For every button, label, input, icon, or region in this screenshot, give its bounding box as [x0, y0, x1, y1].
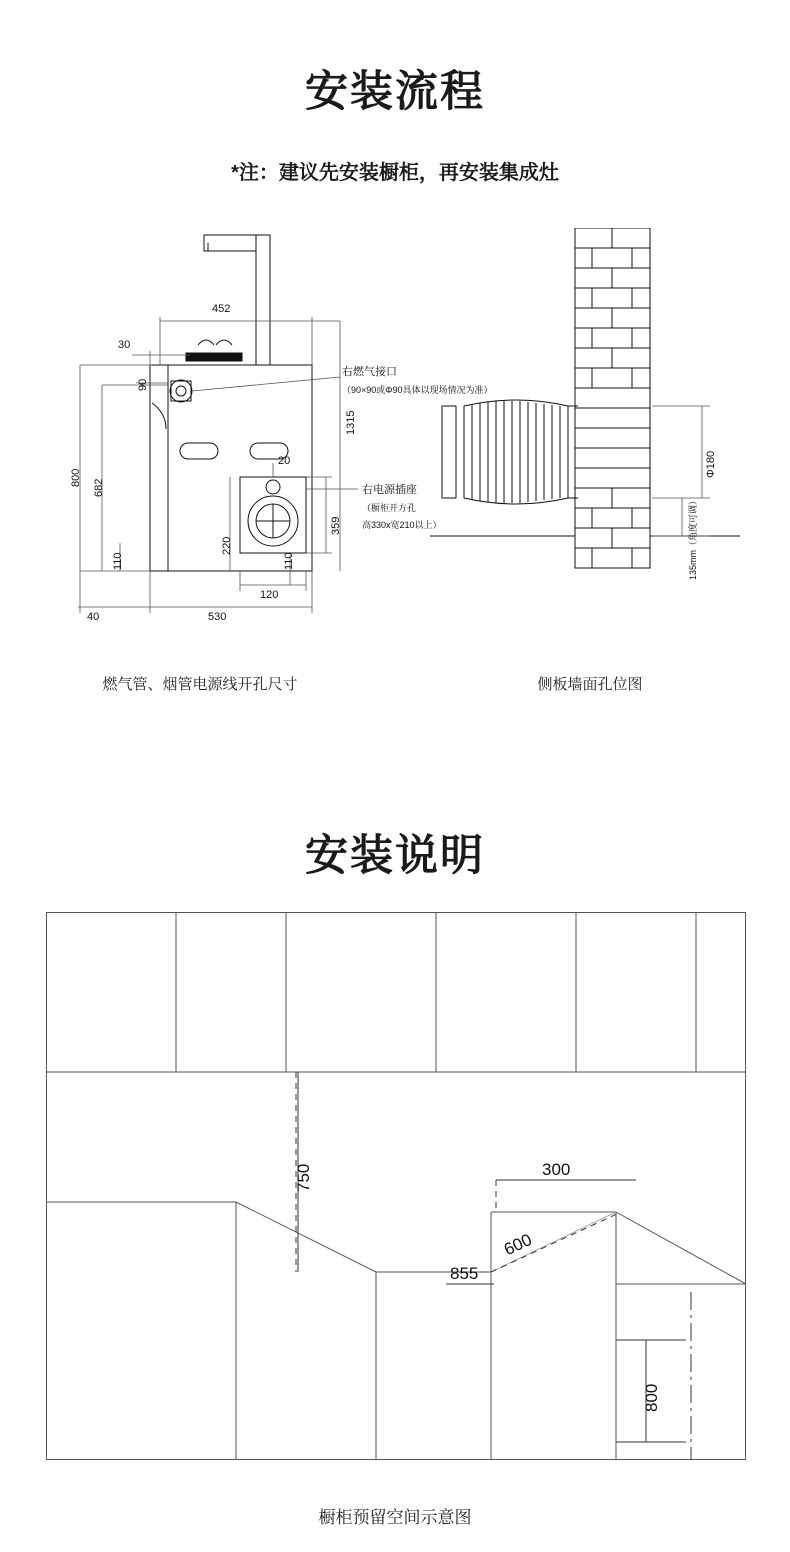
dim-135mm: 135mm（角度可调）	[688, 495, 698, 580]
dim-530: 530	[208, 611, 227, 623]
dim-800: 800	[70, 468, 82, 487]
dim-110-right: 110	[283, 552, 295, 570]
dim-300: 300	[542, 1160, 571, 1179]
dim-phi180: Φ180	[705, 450, 717, 478]
dim-110-left: 110	[112, 552, 124, 570]
side-wall-hole-svg	[420, 228, 750, 588]
power-socket-label: 右电源插座	[362, 484, 417, 496]
dim-800: 800	[642, 1383, 661, 1412]
dim-750: 750	[294, 1163, 313, 1192]
cabinet-opening-label-line1: （橱柜开方孔	[362, 503, 417, 513]
caption-hole-dimensions: 燃气管、烟管电源线开孔尺寸	[102, 676, 298, 693]
drawing-cabinet-reserved-space	[46, 912, 746, 1460]
install-flow-note: *注：建议先安装橱柜，再安装集成灶	[231, 162, 559, 184]
drawing-hole-dimensions	[40, 225, 493, 635]
gas-port-label-line2: （90×90或Φ90具体以现场情况为准）	[342, 385, 493, 395]
cabinet-space-svg	[46, 912, 746, 1460]
dim-1315: 1315	[345, 410, 357, 435]
section-title-install-flow: 安装流程	[305, 68, 485, 116]
dim-682: 682	[93, 478, 105, 497]
drawing-side-wall-hole	[420, 228, 750, 588]
gas-port-label-line1: 右燃气接口	[342, 366, 397, 378]
dim-90: 90	[137, 378, 149, 391]
dim-855: 855	[450, 1264, 479, 1283]
dim-220: 220	[221, 536, 233, 555]
section-title-install-instructions: 安装说明	[305, 832, 485, 880]
caption-side-wall-hole: 侧板墙面孔位图	[537, 676, 643, 693]
dim-120: 120	[260, 589, 279, 601]
dim-359: 359	[330, 516, 342, 535]
dim-452: 452	[212, 303, 231, 315]
cabinet-opening-label-line2: 高330x宽210以上）	[362, 520, 442, 530]
dim-20: 20	[278, 455, 291, 467]
caption-cabinet-reserved-space: 橱柜预留空间示意图	[318, 1508, 472, 1527]
dim-600: 600	[501, 1230, 535, 1260]
dim-30: 30	[118, 339, 131, 351]
dim-40: 40	[87, 611, 100, 623]
